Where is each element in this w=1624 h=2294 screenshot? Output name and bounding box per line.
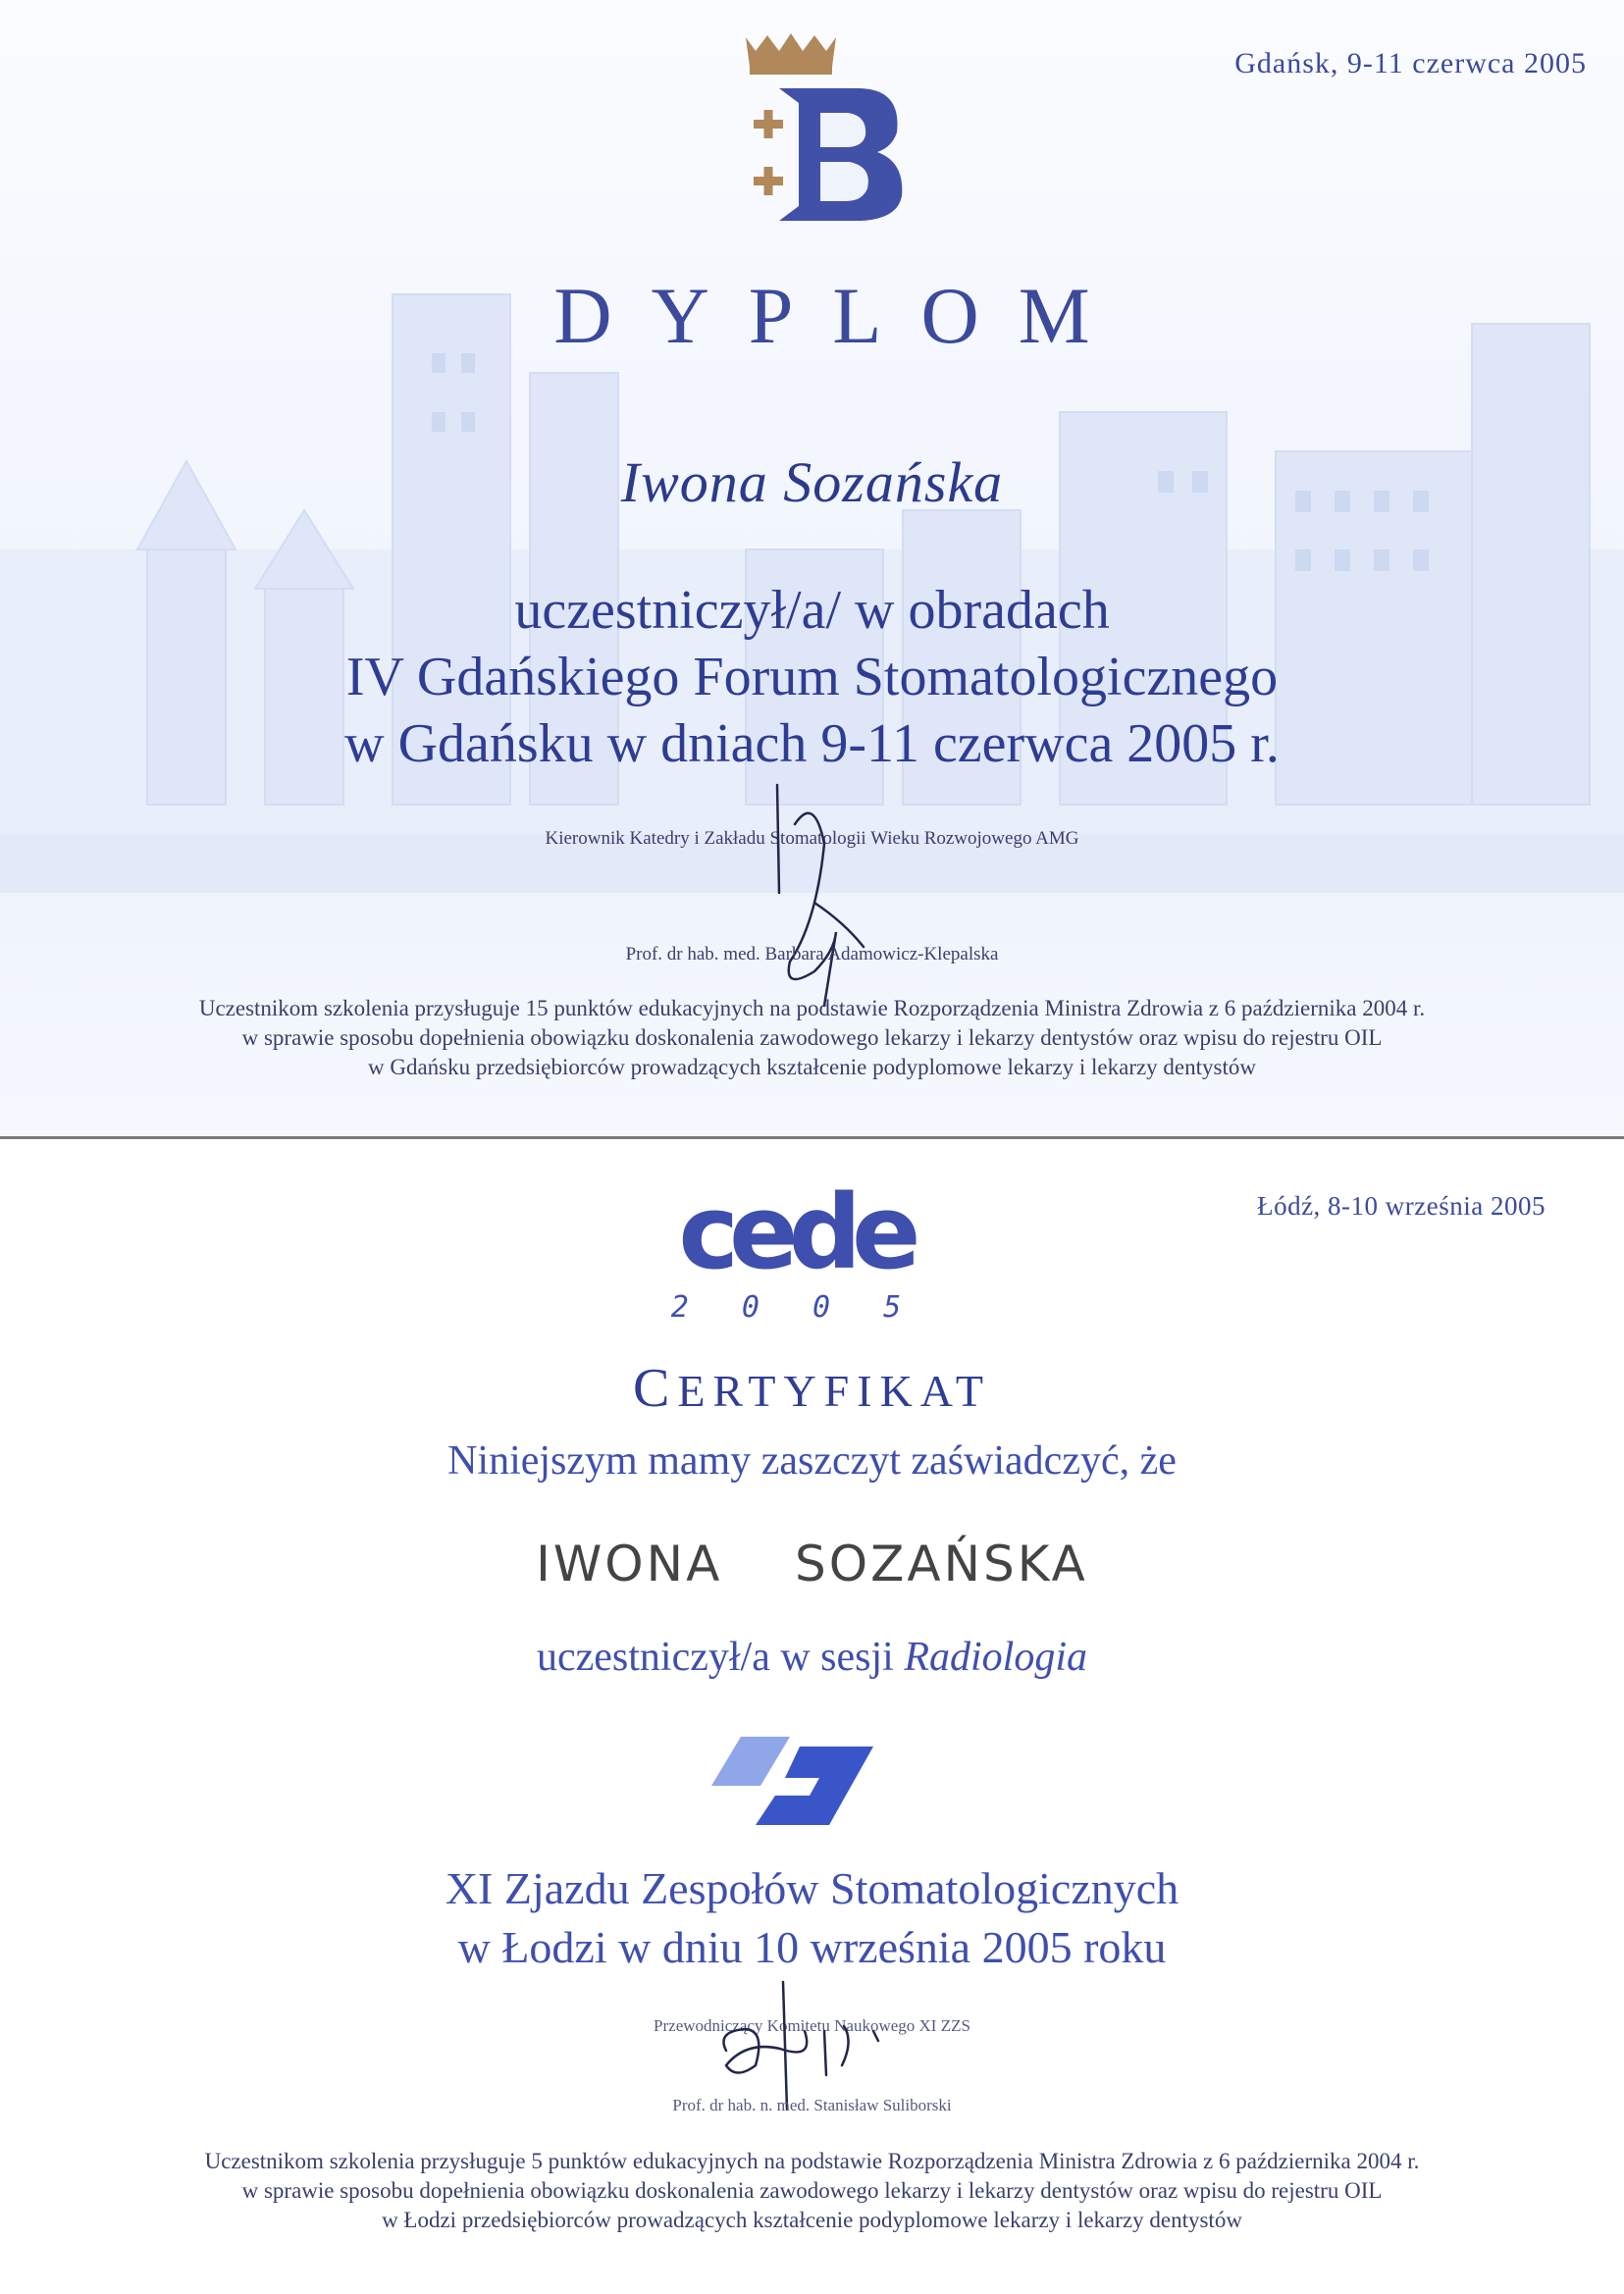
diploma-body-line: w Gdańsku w dniach 9-11 czerwca 2005 r. — [344, 713, 1280, 774]
event-line: XI Zjazdu Zespołów Stomatologicznych — [445, 1863, 1179, 1913]
certificate-recipient: IWONA SOZAŃSKA — [536, 1536, 1088, 1592]
diploma-body-line: uczestniczył/a/ w obradach — [514, 580, 1110, 641]
diploma-body-line: IV Gdańskiego Forum Stomatologicznego — [345, 647, 1279, 707]
certificate-intro: Niniejszym mamy zaszczyt zaświadczyć, że — [447, 1438, 1177, 1484]
session-name: Radiologia — [904, 1635, 1088, 1680]
certificate-notice-line: Uczestnikom szkolenia przysługuje 5 punktów edukacyjnych na podstawie Rozporządzenia Ministra Zdrowia z 6 października 2004 r. — [204, 2149, 1420, 2173]
diploma-signatory-title: Kierownik Katedry i Zakładu Stomatologii Wieku Rozwojowego AMG — [545, 828, 1079, 849]
diploma-notice-line: w sprawie sposobu dopełnienia obowiązku doskonalenia zawodowego lekarzy i lekarzy dentystów oraz wpisu do rejestru OIL — [241, 1025, 1383, 1050]
gdansk-crest-b-logo — [730, 29, 907, 226]
diploma-signatory-name: Prof. dr hab. med. Barbara Adamowicz-Klepalska — [625, 944, 999, 965]
cede-logo — [667, 1177, 922, 1334]
certificate-title — [0, 1357, 1624, 1420]
diploma-title: DYPLOM — [553, 271, 1129, 360]
certificate-session — [0, 1634, 1624, 1681]
certificate-date: Łódź, 8-10 września 2005 — [1257, 1191, 1545, 1221]
cede-logo-text: cede — [678, 1177, 912, 1292]
certificate-signatory-title: Przewodniczący Komitetu Naukowego XI ZZS — [654, 2016, 970, 2035]
event-line: w Łodzi w dniu 10 września 2005 roku — [457, 1922, 1167, 1972]
diploma-notice-line: w Gdańsku przedsiębiorców prowadzących kształcenie podyplomowe lekarzy i lekarzy dentystów — [368, 1055, 1256, 1079]
diploma-recipient: Iwona Sozańska — [620, 450, 1004, 514]
diploma-date: Gdańsk, 9-11 czerwca 2005 — [1234, 47, 1587, 79]
session-prefix: uczestniczył/a w sesji — [536, 1635, 894, 1680]
certificate-title-rest: ERTYFIKAT — [677, 1366, 992, 1416]
certificate-notice-line: w sprawie sposobu dopełnienia obowiązku doskonalenia zawodowego lekarzy i lekarzy dentystów oraz wpisu do rejestru OIL — [241, 2178, 1383, 2203]
certificate-title-first-letter: C — [632, 1358, 678, 1419]
diploma-notice — [0, 994, 1624, 1082]
diploma-signature — [756, 775, 883, 1011]
diploma-notice-line: Uczestnikom szkolenia przysługuje 15 punktów edukacyjnych na podstawie Rozporządzenia Ministra Zdrowia z 6 października 2004 r. — [198, 996, 1426, 1020]
certificate-notice-line: w Łodzi przedsiębiorców prowadzących kształcenie podyplomowe lekarzy i lekarzy dentystów — [382, 2208, 1242, 2232]
diploma-body — [0, 577, 1624, 777]
cede-logo-year: 2 0 0 5 — [670, 1290, 919, 1325]
certificate-signatory-name: Prof. dr hab. n. med. Stanisław Suliborski — [672, 2096, 952, 2114]
certificate-notice — [0, 2147, 1624, 2235]
section-divider — [0, 1136, 1624, 1139]
certificate-event — [0, 1859, 1624, 1977]
zzs-logo — [702, 1727, 878, 1835]
diploma-section — [0, 0, 1624, 1138]
